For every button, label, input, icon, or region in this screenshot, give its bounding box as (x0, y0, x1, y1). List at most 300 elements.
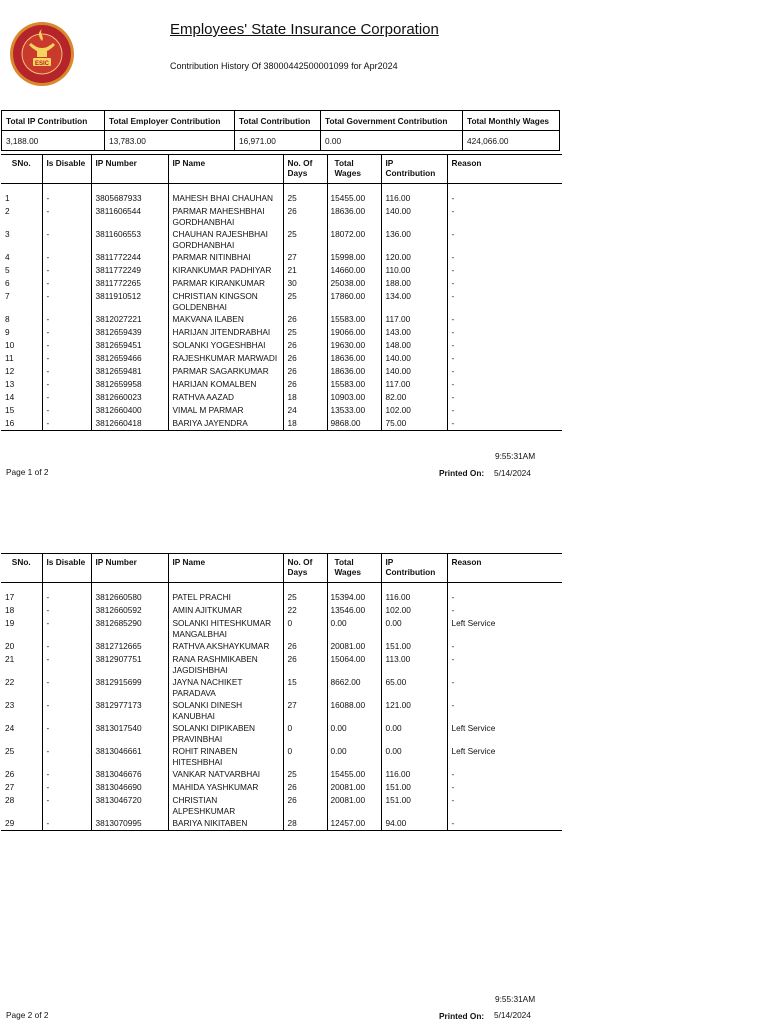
column-header: IP Name (168, 554, 283, 583)
total-wages-cell: 19066.00 (327, 326, 381, 339)
ip-number-cell: 3812660580 (91, 583, 168, 605)
ip-name-cell: SOLANKI HITESHKUMAR MANGALBHAI (168, 617, 283, 640)
days-cell: 26 (283, 339, 327, 352)
ip-name-cell: HARIJAN KOMALBEN (168, 378, 283, 391)
ip-contribution-cell: 140.00 (381, 352, 447, 365)
sno-cell: 13 (5, 379, 15, 389)
ip-name-cell: SOLANKI DIPIKABEN PRAVINBHAI (168, 722, 283, 745)
ip-name-cell: BARIYA JAYENDRA (168, 417, 283, 431)
table-row (1, 722, 562, 745)
days-cell: 26 (283, 781, 327, 794)
total-contribution: 16,971.00 (235, 131, 321, 151)
ip-number-cell: 3812027221 (91, 313, 168, 326)
reason-cell: - (447, 290, 562, 313)
total-wages-cell: 12457.00 (327, 817, 381, 831)
days-cell: 26 (283, 313, 327, 326)
table-row (1, 326, 562, 339)
is-disable-cell: - (42, 365, 91, 378)
table-row (1, 228, 562, 251)
total-wages-cell: 13546.00 (327, 604, 381, 617)
ip-name-cell: PARMAR SAGARKUMAR (168, 365, 283, 378)
reason-cell: - (447, 781, 562, 794)
report-subtitle: Contribution History Of 38000442500001099 for Apr2024 (170, 61, 398, 71)
is-disable-cell: - (42, 722, 91, 745)
ip-contribution-cell: 140.00 (381, 365, 447, 378)
is-disable-cell: - (42, 417, 91, 431)
reason-cell: Left Service (447, 722, 562, 745)
print-time: 9:55:31AM (495, 994, 536, 1004)
sno-cell: 4 (5, 252, 10, 262)
ip-name-cell: MAKVANA ILABEN (168, 313, 283, 326)
sno-cell: 22 (5, 677, 15, 687)
days-cell: 0 (283, 617, 327, 640)
ip-contribution-cell: 116.00 (381, 184, 447, 206)
ip-contribution-cell: 117.00 (381, 313, 447, 326)
table-row (1, 817, 562, 831)
ip-contribution-cell: 75.00 (381, 417, 447, 431)
ip-contribution-cell: 94.00 (381, 817, 447, 831)
days-cell: 26 (283, 653, 327, 676)
sno-cell: 21 (5, 654, 15, 664)
ip-number-cell: 3813046720 (91, 794, 168, 817)
days-cell: 25 (283, 326, 327, 339)
days-cell: 22 (283, 604, 327, 617)
reason-cell: - (447, 640, 562, 653)
table-row (1, 768, 562, 781)
table-row (1, 339, 562, 352)
is-disable-cell: - (42, 277, 91, 290)
days-cell: 25 (283, 184, 327, 206)
ip-name-cell: KIRANKUMAR PADHIYAR (168, 264, 283, 277)
sno-cell: 28 (5, 795, 15, 805)
total-ip-contribution: 3,188.00 (2, 131, 105, 151)
ip-contribution-cell: 110.00 (381, 264, 447, 277)
is-disable-cell: - (42, 617, 91, 640)
table-row (1, 277, 562, 290)
ip-contribution-cell: 0.00 (381, 617, 447, 640)
ip-number-cell: 3812659481 (91, 365, 168, 378)
sno-cell: 19 (5, 618, 15, 628)
ip-number-cell: 3811910512 (91, 290, 168, 313)
is-disable-cell: - (42, 817, 91, 831)
ip-number-cell: 3812660023 (91, 391, 168, 404)
ip-contribution-cell: 82.00 (381, 391, 447, 404)
reason-cell: - (447, 417, 562, 431)
page-number: Page 1 of 2 (6, 467, 49, 477)
ip-name-cell: HARIJAN JITENDRABHAI (168, 326, 283, 339)
table-row (1, 251, 562, 264)
is-disable-cell: - (42, 676, 91, 699)
total-wages-cell: 20081.00 (327, 794, 381, 817)
ip-name-cell: RATHVA AAZAD (168, 391, 283, 404)
is-disable-cell: - (42, 404, 91, 417)
reason-cell: Left Service (447, 617, 562, 640)
is-disable-cell: - (42, 768, 91, 781)
summary-header: Total Government Contribution (321, 111, 463, 131)
is-disable-cell: - (42, 699, 91, 722)
ip-number-cell: 3811772249 (91, 264, 168, 277)
table-row (1, 794, 562, 817)
is-disable-cell: - (42, 352, 91, 365)
ip-contribution-cell: 0.00 (381, 722, 447, 745)
column-header: Reason (447, 554, 562, 583)
table-row (1, 205, 562, 228)
ip-name-cell: RAJESHKUMAR MARWADI (168, 352, 283, 365)
reason-cell: - (447, 326, 562, 339)
total-wages-cell: 25038.00 (327, 277, 381, 290)
sno-cell: 9 (5, 327, 10, 337)
total-wages-cell: 18636.00 (327, 352, 381, 365)
ip-contribution-cell: 102.00 (381, 404, 447, 417)
ip-name-cell: BARIYA NIKITABEN (168, 817, 283, 831)
column-header: IP Number (91, 554, 168, 583)
table-row (1, 391, 562, 404)
days-cell: 25 (283, 583, 327, 605)
ip-number-cell: 3812660418 (91, 417, 168, 431)
reason-cell: - (447, 676, 562, 699)
sno-cell: 5 (5, 265, 10, 275)
column-header: IP Number (91, 155, 168, 184)
table-row (1, 184, 562, 206)
days-cell: 25 (283, 768, 327, 781)
is-disable-cell: - (42, 653, 91, 676)
table-row (1, 583, 562, 605)
ip-number-cell: 3812660400 (91, 404, 168, 417)
sno-cell: 8 (5, 314, 10, 324)
sno-cell: 29 (1, 817, 42, 831)
ip-contribution-cell: 151.00 (381, 640, 447, 653)
sno-cell: 2 (5, 206, 10, 216)
column-header: Is Disable (42, 155, 91, 184)
is-disable-cell: - (42, 794, 91, 817)
is-disable-cell: - (42, 251, 91, 264)
is-disable-cell: - (42, 184, 91, 206)
reason-cell: - (447, 404, 562, 417)
ip-contribution-cell: 136.00 (381, 228, 447, 251)
ip-contribution-cell: 116.00 (381, 583, 447, 605)
reason-cell: - (447, 794, 562, 817)
reason-cell: - (447, 583, 562, 605)
days-cell: 25 (283, 290, 327, 313)
column-header: IP Contribution (381, 155, 447, 184)
sno-cell: 25 (5, 746, 15, 756)
column-header: No. Of Days (283, 155, 327, 184)
days-cell: 26 (283, 794, 327, 817)
table-row (1, 417, 562, 431)
sno-cell: 15 (5, 405, 15, 415)
total-government-contribution: 0.00 (321, 131, 463, 151)
ip-contribution-cell: 151.00 (381, 781, 447, 794)
reason-cell: - (447, 228, 562, 251)
ip-number-cell: 3812659439 (91, 326, 168, 339)
total-wages-cell: 15583.00 (327, 378, 381, 391)
ip-number-cell: 3813046661 (91, 745, 168, 768)
days-cell: 26 (283, 640, 327, 653)
ip-number-cell: 3812659466 (91, 352, 168, 365)
reason-cell: - (447, 699, 562, 722)
summary-table (1, 110, 560, 151)
esic-logo (9, 19, 75, 89)
sno-cell: 17 (5, 592, 15, 602)
days-cell: 18 (283, 417, 327, 431)
summary-header: Total IP Contribution (2, 111, 105, 131)
ip-contribution-cell: 0.00 (381, 745, 447, 768)
ip-contribution-cell: 102.00 (381, 604, 447, 617)
days-cell: 18 (283, 391, 327, 404)
total-wages-cell: 15455.00 (327, 768, 381, 781)
column-header: Is Disable (42, 554, 91, 583)
printed-on-date: 5/14/2024 (494, 468, 531, 478)
total-wages-cell: 16088.00 (327, 699, 381, 722)
ip-number-cell: 3811772244 (91, 251, 168, 264)
total-employer-contribution: 13,783.00 (105, 131, 235, 151)
total-wages-cell: 0.00 (327, 617, 381, 640)
table-row (1, 745, 562, 768)
table-row (1, 365, 562, 378)
is-disable-cell: - (42, 583, 91, 605)
total-wages-cell: 18636.00 (327, 365, 381, 378)
total-wages-cell: 15583.00 (327, 313, 381, 326)
column-header: Total Wages (327, 155, 381, 184)
ip-contribution-cell: 148.00 (381, 339, 447, 352)
total-wages-cell: 13533.00 (327, 404, 381, 417)
ip-number-cell: 3812659451 (91, 339, 168, 352)
total-wages-cell: 15998.00 (327, 251, 381, 264)
summary-header: Total Monthly Wages (463, 111, 560, 131)
total-wages-cell: 8662.00 (327, 676, 381, 699)
days-cell: 26 (283, 378, 327, 391)
is-disable-cell: - (42, 745, 91, 768)
reason-cell: - (447, 313, 562, 326)
table-row (1, 313, 562, 326)
days-cell: 0 (283, 745, 327, 768)
page-title: Employees' State Insurance Corporation (170, 21, 439, 38)
table-row (1, 781, 562, 794)
sno-cell: 23 (5, 700, 15, 710)
ip-number-cell: 3811772265 (91, 277, 168, 290)
is-disable-cell: - (42, 290, 91, 313)
ip-name-cell: ROHIT RINABEN HITESHBHAI (168, 745, 283, 768)
days-cell: 30 (283, 277, 327, 290)
total-wages-cell: 0.00 (327, 745, 381, 768)
total-wages-cell: 20081.00 (327, 781, 381, 794)
column-header: Reason (447, 155, 562, 184)
ip-contribution-cell: 140.00 (381, 205, 447, 228)
column-header: SNo. (1, 554, 42, 583)
sno-cell: 1 (5, 193, 10, 203)
total-wages-cell: 15394.00 (327, 583, 381, 605)
table-row (1, 352, 562, 365)
ip-number-cell: 3813070995 (91, 817, 168, 831)
days-cell: 26 (283, 205, 327, 228)
ip-number-cell: 3811606553 (91, 228, 168, 251)
days-cell: 0 (283, 722, 327, 745)
reason-cell: - (447, 365, 562, 378)
reason-cell: - (447, 339, 562, 352)
column-header: IP Contribution (381, 554, 447, 583)
is-disable-cell: - (42, 640, 91, 653)
page-number: Page 2 of 2 (6, 1010, 49, 1020)
table-row (1, 404, 562, 417)
ip-number-cell: 3813046690 (91, 781, 168, 794)
days-cell: 21 (283, 264, 327, 277)
ip-contribution-cell: 120.00 (381, 251, 447, 264)
ip-number-cell: 3812712665 (91, 640, 168, 653)
sno-cell: 26 (5, 769, 15, 779)
sno-cell: 20 (5, 641, 15, 651)
ip-name-cell: PARMAR NITINBHAI (168, 251, 283, 264)
total-wages-cell: 20081.00 (327, 640, 381, 653)
ip-number-cell: 3812685290 (91, 617, 168, 640)
column-header: IP Name (168, 155, 283, 184)
ip-name-cell: JAYNA NACHIKET PARADAVA (168, 676, 283, 699)
sno-cell: 6 (5, 278, 10, 288)
contribution-table-page-1 (1, 154, 562, 431)
total-wages-cell: 18072.00 (327, 228, 381, 251)
days-cell: 24 (283, 404, 327, 417)
column-header: SNo. (1, 155, 42, 184)
ip-contribution-cell: 113.00 (381, 653, 447, 676)
sno-cell: 11 (5, 353, 14, 363)
ip-name-cell: CHAUHAN RAJESHBHAI GORDHANBHAI (168, 228, 283, 251)
ip-contribution-cell: 117.00 (381, 378, 447, 391)
ip-name-cell: PARMAR MAHESHBHAI GORDHANBHAI (168, 205, 283, 228)
reason-cell: Left Service (447, 745, 562, 768)
sno-cell: 27 (5, 782, 15, 792)
sno-cell: 24 (5, 723, 15, 733)
logo-text: ESIC (34, 61, 50, 67)
is-disable-cell: - (42, 378, 91, 391)
ip-number-cell: 3813017540 (91, 722, 168, 745)
reason-cell: - (447, 184, 562, 206)
printed-on-date: 5/14/2024 (494, 1010, 531, 1020)
ip-name-cell: VIMAL M PARMAR (168, 404, 283, 417)
column-header: No. Of Days (283, 554, 327, 583)
is-disable-cell: - (42, 339, 91, 352)
days-cell: 27 (283, 251, 327, 264)
ip-name-cell: CHRISTIAN ALPESHKUMAR (168, 794, 283, 817)
total-wages-cell: 18636.00 (327, 205, 381, 228)
total-wages-cell: 19630.00 (327, 339, 381, 352)
reason-cell: - (447, 378, 562, 391)
reason-cell: - (447, 604, 562, 617)
days-cell: 28 (283, 817, 327, 831)
table-row (1, 676, 562, 699)
table-row (1, 640, 562, 653)
ip-number-cell: 3812977173 (91, 699, 168, 722)
ip-number-cell: 3811606544 (91, 205, 168, 228)
printed-on-label: Printed On: (439, 1011, 485, 1021)
reason-cell: - (447, 653, 562, 676)
table-row (1, 264, 562, 277)
table-row (1, 617, 562, 640)
ip-number-cell: 3812659958 (91, 378, 168, 391)
days-cell: 27 (283, 699, 327, 722)
sno-cell: 16 (1, 417, 42, 431)
ip-number-cell: 3813046676 (91, 768, 168, 781)
reason-cell: - (447, 264, 562, 277)
days-cell: 26 (283, 352, 327, 365)
ip-name-cell: PARMAR KIRANKUMAR (168, 277, 283, 290)
ip-contribution-cell: 151.00 (381, 794, 447, 817)
ip-number-cell: 3812660592 (91, 604, 168, 617)
ip-name-cell: RATHVA AKSHAYKUMAR (168, 640, 283, 653)
is-disable-cell: - (42, 313, 91, 326)
print-time: 9:55:31AM (495, 451, 536, 461)
days-cell: 26 (283, 365, 327, 378)
total-monthly-wages: 424,066.00 (463, 131, 560, 151)
is-disable-cell: - (42, 205, 91, 228)
is-disable-cell: - (42, 391, 91, 404)
ip-name-cell: AMIN AJITKUMAR (168, 604, 283, 617)
contribution-table-page-2 (1, 553, 562, 831)
is-disable-cell: - (42, 264, 91, 277)
reason-cell: - (447, 277, 562, 290)
column-header: Total Wages (327, 554, 381, 583)
is-disable-cell: - (42, 228, 91, 251)
total-wages-cell: 10903.00 (327, 391, 381, 404)
ip-contribution-cell: 116.00 (381, 768, 447, 781)
is-disable-cell: - (42, 604, 91, 617)
reason-cell: - (447, 817, 562, 831)
total-wages-cell: 15455.00 (327, 184, 381, 206)
reason-cell: - (447, 251, 562, 264)
sno-cell: 3 (5, 229, 10, 239)
ip-contribution-cell: 121.00 (381, 699, 447, 722)
ip-name-cell: SOLANKI YOGESHBHAI (168, 339, 283, 352)
printed-on-label: Printed On: (439, 468, 485, 478)
is-disable-cell: - (42, 781, 91, 794)
sno-cell: 12 (5, 366, 15, 376)
summary-header: Total Employer Contribution (105, 111, 235, 131)
ip-name-cell: VANKAR NATVARBHAI (168, 768, 283, 781)
table-row (1, 699, 562, 722)
is-disable-cell: - (42, 326, 91, 339)
reason-cell: - (447, 205, 562, 228)
table-row (1, 604, 562, 617)
table-row (1, 290, 562, 313)
reason-cell: - (447, 391, 562, 404)
days-cell: 15 (283, 676, 327, 699)
ip-name-cell: MAHIDA YASHKUMAR (168, 781, 283, 794)
sno-cell: 7 (5, 291, 10, 301)
ip-name-cell: MAHESH BHAI CHAUHAN (168, 184, 283, 206)
ip-name-cell: RANA RASHMIKABEN JAGDISHBHAI (168, 653, 283, 676)
reason-cell: - (447, 768, 562, 781)
sno-cell: 14 (5, 392, 15, 402)
ip-number-cell: 3805687933 (91, 184, 168, 206)
table-row (1, 378, 562, 391)
sno-cell: 10 (5, 340, 15, 350)
ip-name-cell: CHRISTIAN KINGSON GOLDENBHAI (168, 290, 283, 313)
table-row (1, 653, 562, 676)
ip-number-cell: 3812907751 (91, 653, 168, 676)
total-wages-cell: 0.00 (327, 722, 381, 745)
ip-contribution-cell: 143.00 (381, 326, 447, 339)
total-wages-cell: 14660.00 (327, 264, 381, 277)
ip-contribution-cell: 134.00 (381, 290, 447, 313)
summary-header: Total Contribution (235, 111, 321, 131)
sno-cell: 18 (5, 605, 15, 615)
days-cell: 25 (283, 228, 327, 251)
ip-name-cell: SOLANKI DINESH KANUBHAI (168, 699, 283, 722)
total-wages-cell: 15064.00 (327, 653, 381, 676)
reason-cell: - (447, 352, 562, 365)
total-wages-cell: 9868.00 (327, 417, 381, 431)
ip-contribution-cell: 65.00 (381, 676, 447, 699)
total-wages-cell: 17860.00 (327, 290, 381, 313)
ip-name-cell: PATEL PRACHI (168, 583, 283, 605)
